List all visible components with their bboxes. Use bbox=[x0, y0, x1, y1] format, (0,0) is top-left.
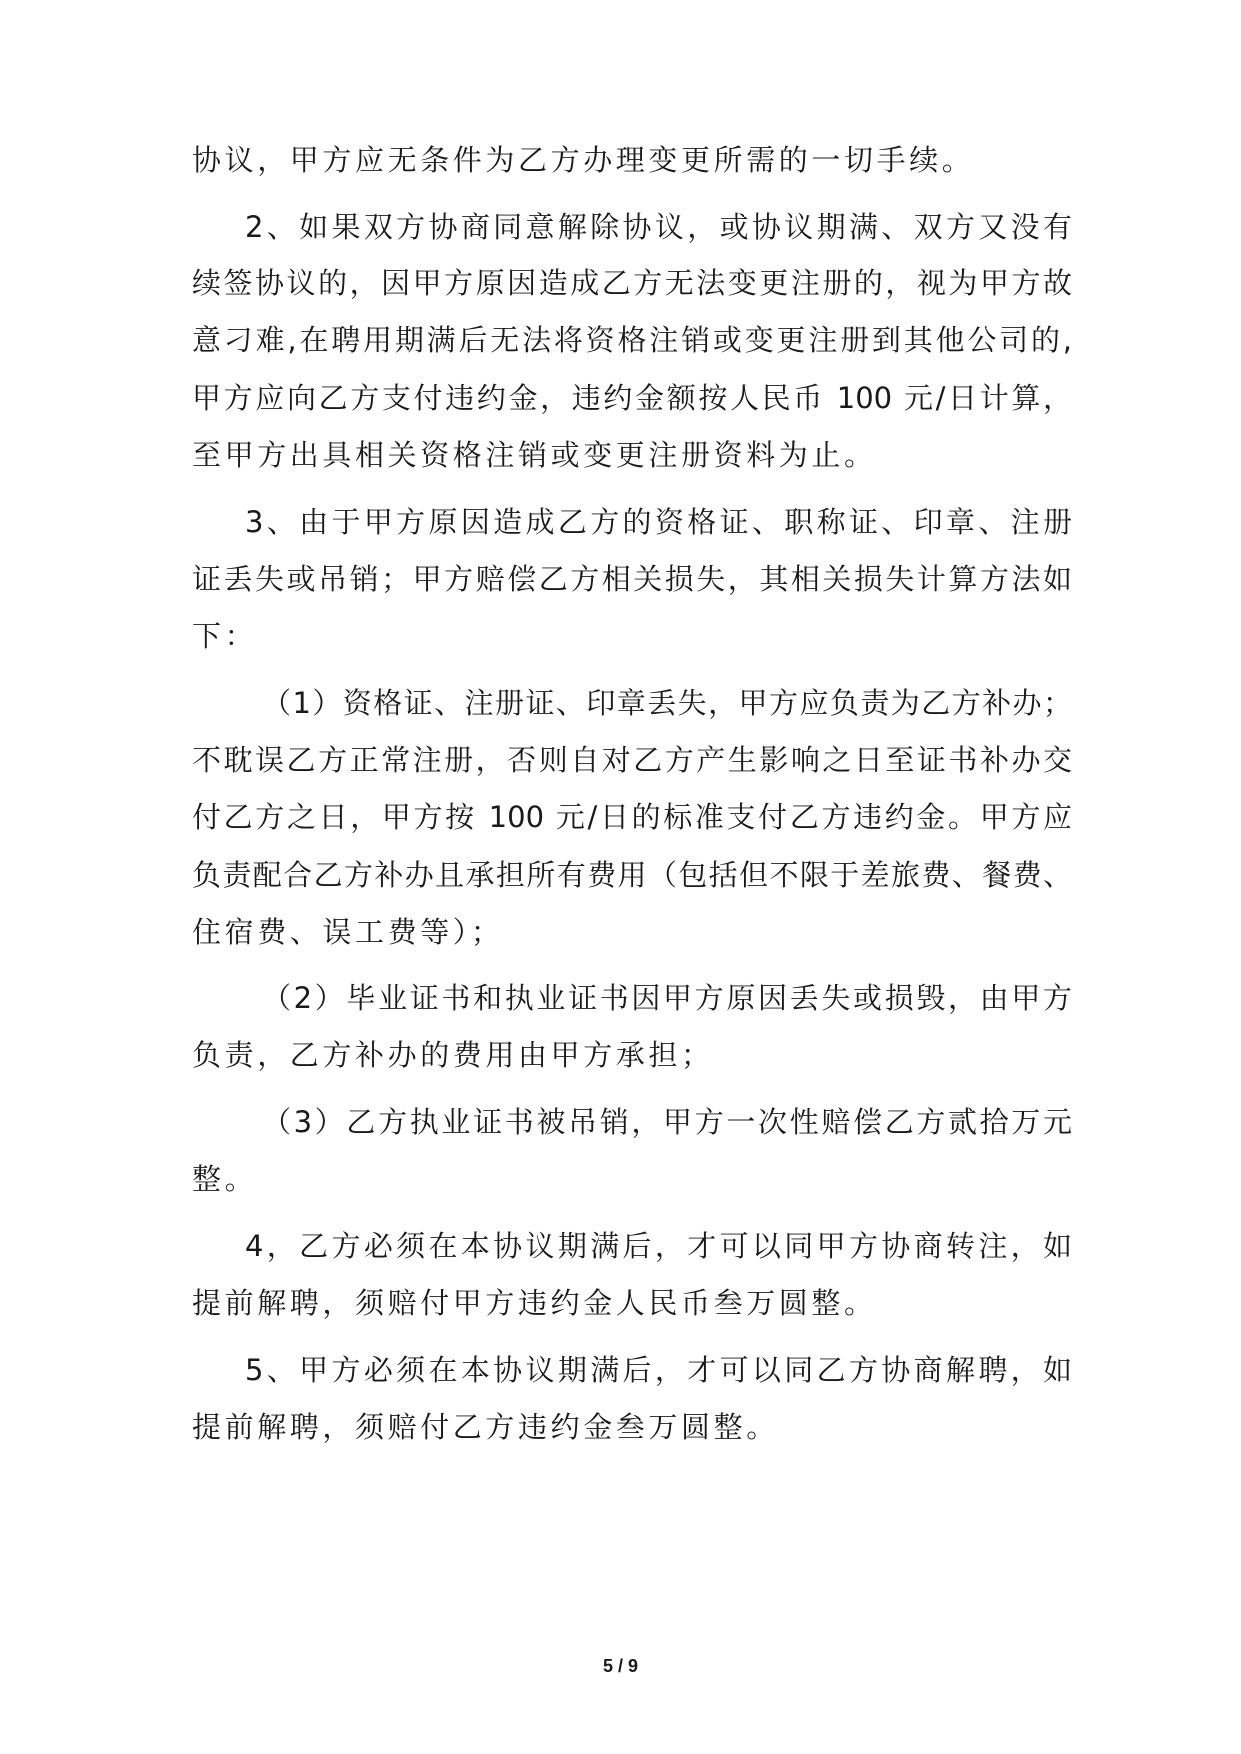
text-line: 下： bbox=[192, 619, 258, 653]
text-line: 负责配合乙方补办且承担所有费用（包括但不限于差旅费、餐费、 bbox=[192, 858, 1072, 892]
text-line: 负责，乙方补办的费用由甲方承担； bbox=[192, 1038, 714, 1072]
text-line: 整。 bbox=[192, 1162, 258, 1196]
text-line: 续签协议的，因甲方原因造成乙方无法变更注册的，视为甲方故 bbox=[192, 266, 1072, 300]
item-1-line: （1）资格证、注册证、印章丢失，甲方应负责为乙方补办； bbox=[262, 686, 1072, 720]
text-line: 提前解聘，须赔付甲方违约金人民币叁万圆整。 bbox=[192, 1286, 877, 1320]
text-line: 协议，甲方应无条件为乙方办理变更所需的一切手续。 bbox=[192, 143, 975, 177]
text-line: 住宿费、误工费等）； bbox=[192, 915, 504, 949]
paragraph-5-line: 5、甲方必须在本协议期满后，才可以同乙方协商解聘，如 bbox=[245, 1353, 1072, 1387]
text-line: 至甲方出具相关资格注销或变更注册资料为止。 bbox=[192, 438, 877, 472]
text-line: 付乙方之日，甲方按 100 元/日的标准支付乙方违约金。甲方应 bbox=[192, 800, 1072, 834]
page-number: 5 / 9 bbox=[602, 1656, 639, 1676]
item-3-line: （3）乙方执业证书被吊销，甲方一次性赔偿乙方贰拾万元 bbox=[262, 1105, 1072, 1139]
text-line: 提前解聘，须赔付乙方违约金叁万圆整。 bbox=[192, 1410, 779, 1444]
text-line: 甲方应向乙方支付违约金，违约金额按人民币 100 元/日计算， bbox=[192, 381, 1072, 415]
text-line: 意刁难,在聘用期满后无法将资格注销或变更注册到其他公司的, bbox=[192, 323, 1072, 357]
text-line: 证丢失或吊销；甲方赔偿乙方相关损失，其相关损失计算方法如 bbox=[192, 562, 1072, 596]
paragraph-4-line: 4，乙方必须在本协议期满后，才可以同甲方协商转注，如 bbox=[245, 1229, 1072, 1263]
paragraph-3-line: 3、由于甲方原因造成乙方的资格证、职称证、印章、注册 bbox=[245, 505, 1072, 539]
item-2-line: （2）毕业证书和执业证书因甲方原因丢失或损毁，由甲方 bbox=[262, 981, 1072, 1015]
text-line: 不耽误乙方正常注册，否则自对乙方产生影响之日至证书补办交 bbox=[192, 743, 1072, 777]
paragraph-2-line: 2、如果双方协商同意解除协议，或协议期满、双方又没有 bbox=[245, 210, 1072, 244]
